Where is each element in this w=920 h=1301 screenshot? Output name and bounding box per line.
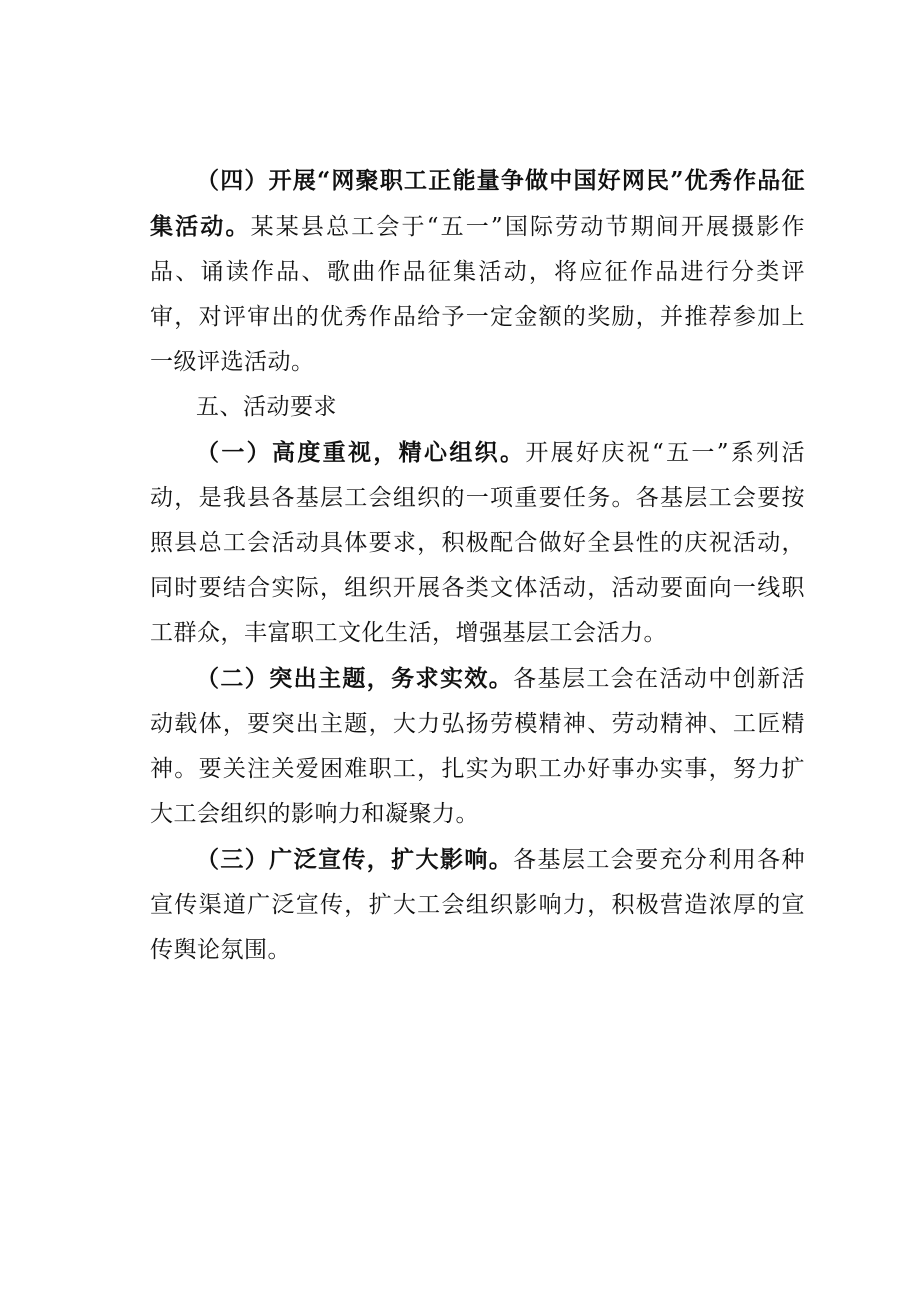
requirement-lead-one: （一）高度重视，精心组织。 [196,439,526,466]
requirement-lead-two: （二）突出主题，务求实效。 [196,665,514,692]
paragraph-lead-four: （四）开展“网聚职工正能量争做中国好网民”优秀作品征集活动。 [150,167,805,240]
section-heading-requirements: 五、活动要求 [196,394,337,420]
document-body [150,158,805,973]
requirement-body-three: 各基层工会要充分利用各种宣传渠道广泛宣传，扩大工会组织影响力，积极营造浓厚的宣传舆论氛围。 [150,847,806,963]
paragraph-body-four: 某某县总工会于“五一”国际劳动节期间开展摄影作品、诵读作品、歌曲作品征集活动，将应征作品进行分类评审，对评审出的优秀作品给予一定金额的奖励，并推荐参加上一级评选活动。 [150,214,805,375]
requirement-paragraph-two [150,656,805,837]
requirement-body-two: 各基层工会在活动中创新活动载体，要突出主题，大力弘扬劳模精神、劳动精神、工匠精神。要关注关爱困难职工，扎实为职工办好事办实事，努力扩大工会组织的影响力和凝聚力。 [150,666,806,827]
requirement-paragraph-three [150,837,805,973]
requirement-body-one: 开展好庆祝“五一”系列活动，是我县各基层工会组织的一项重要任务。各基层工会要按照县总工会活动具体要求，积极配合做好全县性的庆祝活动，同时要结合实际，组织开展各类文体活动，活动要面向一线职工群众，丰富职工文化生活，增强基层工会活力。 [150,440,805,646]
paragraph-four-collection-activity [150,158,805,385]
requirement-paragraph-one [150,430,805,656]
requirement-lead-three: （三）广泛宣传，扩大影响。 [196,846,514,873]
